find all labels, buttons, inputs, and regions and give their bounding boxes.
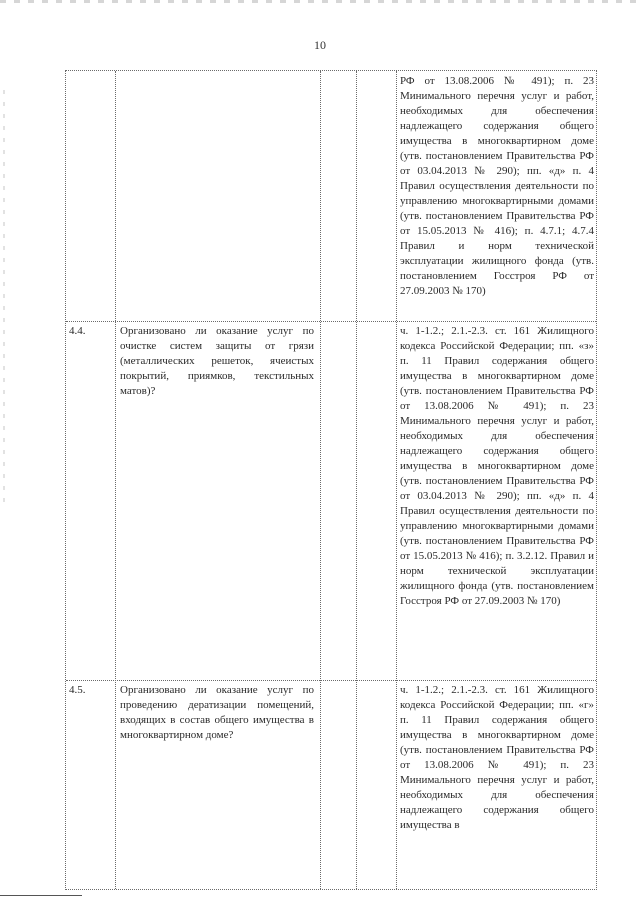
row-question: Организовано ли оказание услуг по проведению дератизации помещений, входящих в состав общего имущества в многоквартирном доме? [120, 684, 314, 741]
row-question: Организовано ли оказание услуг по очистке систем защиты от грязи (металлических решеток, ячеистых покрытий, приямков, текстильных матов)? [120, 325, 314, 397]
column-divider [320, 71, 321, 889]
inspection-table [65, 70, 597, 890]
row-divider [66, 680, 596, 681]
column-divider [115, 71, 116, 889]
column-divider [356, 71, 357, 889]
page-number: 10 [314, 38, 326, 52]
scan-edge-mark [0, 895, 82, 896]
row-legal-basis: РФ от 13.08.2006 № 491); п. 23 Минимального перечня услуг и работ, необходимых для обеспечения надлежащего содержания общего имущества в многоквартирном доме (утв. постановлением Правительства РФ от 03.04.2013 № 290); пп. «д» п. 4 Правил осуществления деятельности по управлению многоквартирными домами (утв. постановлением Правительства РФ от 15.05.2013 № 416); п. 4.7.1; 4.7.4 Правил и норм технической эксплуатации жилищного фонда (утв. постановлением Госстроя РФ от 27.09.2003 № 170) [400, 75, 594, 297]
row-divider [66, 321, 596, 322]
scan-edge-mark [0, 0, 640, 3]
row-number: 4.5. [69, 684, 86, 696]
row-legal-basis: ч. 1-1.2.; 2.1.-2.3. ст. 161 Жилищного кодекса Российской Федерации; пп. «з» п. 11 Правил содержания общего имущества в многоквартирном доме (утв. постановлением Правительства РФ от 13.08.2006 № 491); п. 23 Минимального перечня услуг и работ, необходимых для обеспечения надлежащего содержания общего имущества в многоквартирном доме (утв. постановлением Правительства РФ от 03.04.2013 № 290); пп. «д» п. 4 Правил осуществления деятельности по управлению многоквартирными домами (утв. постановлением Правительства РФ от 15.05.2013 № 416); п. 3.2.12. Правил и норм технической эксплуатации жилищного фонда (утв. постановлением Госстроя РФ от 27.09.2003 № 170) [400, 325, 594, 607]
column-divider [396, 71, 397, 889]
row-legal-basis: ч. 1-1.2.; 2.1.-2.3. ст. 161 Жилищного кодекса Российской Федерации; пп. «г» п. 11 Правил содержания общего имущества в многоквартирном доме (утв. постановлением Правительства РФ от 13.08.2006 № 491); п. 23 Минимального перечня услуг и работ, необходимых для обеспечения надлежащего содержания общего имущества в [400, 684, 594, 831]
row-number: 4.4. [69, 325, 86, 337]
scan-edge-mark [3, 90, 5, 510]
